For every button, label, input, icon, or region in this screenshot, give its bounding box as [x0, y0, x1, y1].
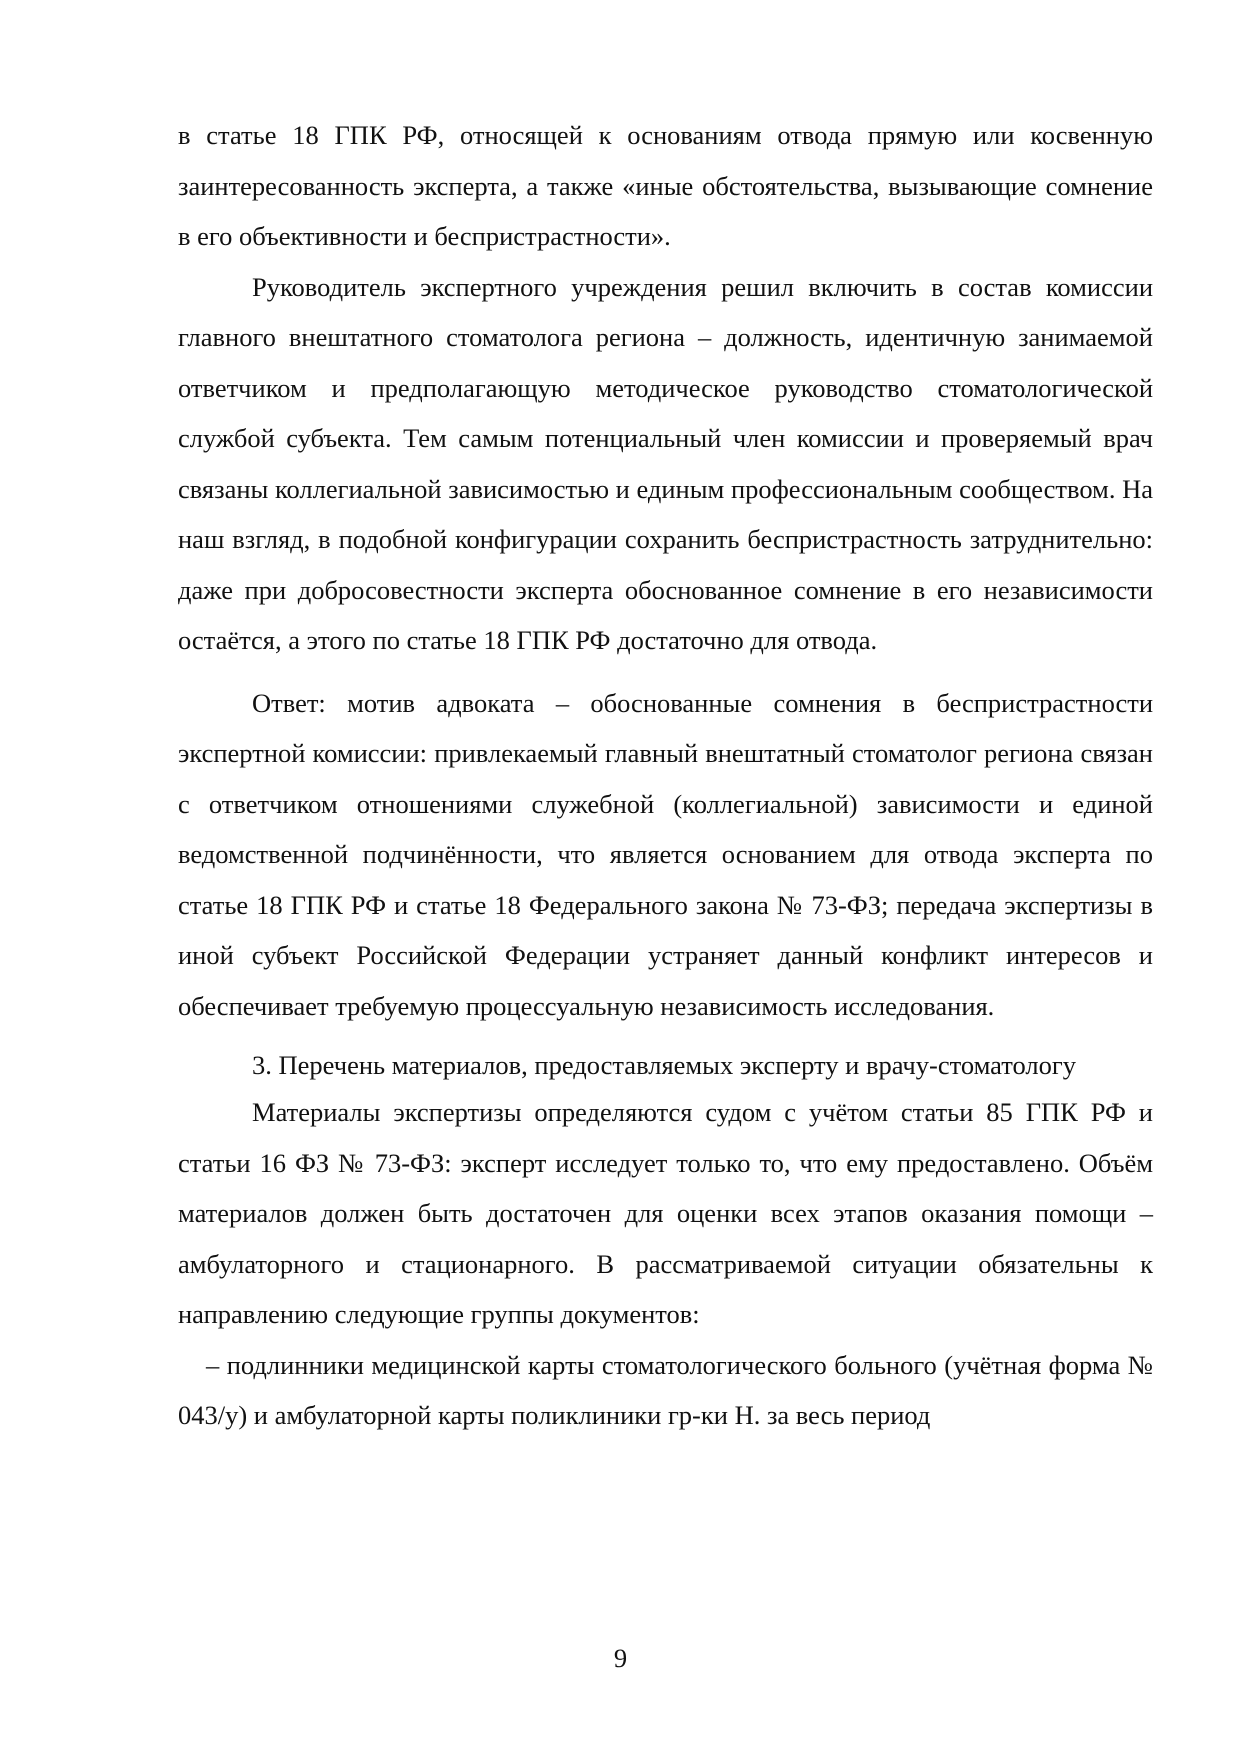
- section-heading-materials: 3. Перечень материалов, предоставляемых эксперту и врачу-стоматологу: [252, 1050, 1076, 1080]
- paragraph-continuation: в статье 18 ГПК РФ, относящей к основаниям отвода прямую или косвенную заинтересованность эксперта, а также «иные обстоятельства, вызывающие сомнение в его объективности и беспристрастности».: [178, 120, 1153, 251]
- document-page: [178, 110, 1153, 1441]
- list-item-medical-records: – подлинники медицинской карты стоматологического больного (учётная форма № 043/у) и амбулаторной карты поликлиники гр-ки Н. за весь период: [178, 1349, 1153, 1430]
- paragraph-commission-composition: Руководитель экспертного учреждения решил включить в состав комиссии главного внештатного стоматолога региона – должность, идентичную занимаемой ответчиком и предполагающую методическое руководство стоматологической службой субъекта. Тем самым потенциальный член комиссии и проверяемый врач связаны коллегиальной зависимостью и единым профессиональным сообществом. На наш взгляд, в подобной конфигурации сохранить беспристрастность затруднительно: даже при добросовестности эксперта обоснованное сомнение в его независимости остаётся, а этого по статье 18 ГПК РФ достаточно для отвода.: [178, 271, 1153, 655]
- paragraph-materials-intro: Материалы экспертизы определяются судом с учётом статьи 85 ГПК РФ и статьи 16 ФЗ № 73-ФЗ: эксперт исследует только то, что ему предоставлено. Объём материалов должен быть достаточен для оценки всех этапов оказания помощи – амбулаторного и стационарного. В рассматриваемой ситуации обязательны к направлению следующие группы документов:: [178, 1097, 1153, 1329]
- paragraph-answer: Ответ: мотив адвоката – обоснованные сомнения в беспристрастности экспертной комиссии: привлекаемый главный внештатный стоматолог региона связан с ответчиком отношениями служебной (коллегиальной) зависимости и единой ведомственной подчинённости, что является основанием для отвода эксперта по статье 18 ГПК РФ и статье 18 Федерального закона № 73-ФЗ; передача экспертизы в иной субъект Российской Федерации устраняет данный конфликт интересов и обеспечивает требуемую процессуальную независимость исследования.: [178, 687, 1153, 1021]
- page-number: 9: [613, 1643, 628, 1673]
